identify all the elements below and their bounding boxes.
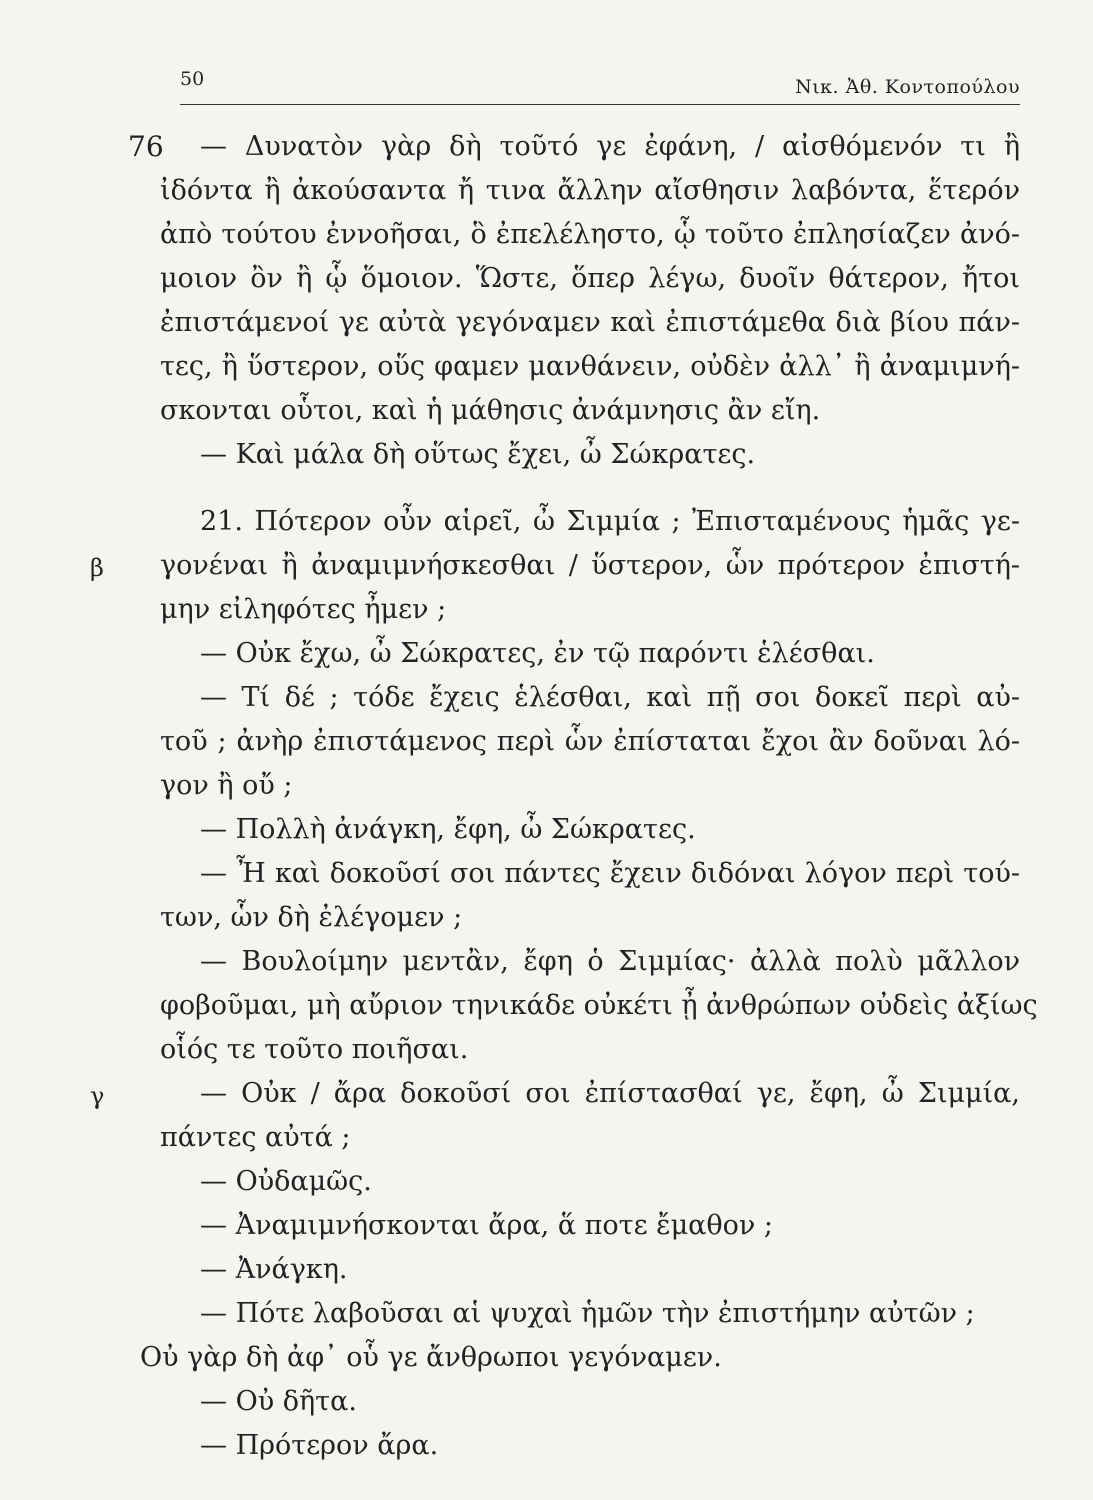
text-line: σκονται οὗτοι, καὶ ἡ μάθησις ἀνάμνησις ἂν εἴη. <box>160 395 821 426</box>
text-line: γον ἢ οὔ ; <box>160 770 293 801</box>
section-number: 76 <box>128 130 164 163</box>
margin-letter-g: γ <box>90 1082 105 1110</box>
text-line: των, ὧν δὴ ἐλέγομεν ; <box>160 902 463 933</box>
text-line: — Οὐ δῆτα. <box>200 1386 357 1417</box>
running-head: Νικ. Ἀθ. Κοντοπούλου <box>795 76 1020 98</box>
text-line: — Ἀναμιμνήσκονται ἄρα, ἅ ποτε ἔμαθον ; <box>200 1210 774 1241</box>
text-line: τες, ἢ ὕστερον, οὕς φαμεν μανθάνειν, οὐδὲν ἀλλ᾽ ἢ ἀναμιμνή- <box>160 351 1020 382</box>
text-line: — Πολλὴ ἀνάγκη, ἔφη, ὦ Σώκρατες. <box>200 814 696 845</box>
text-line: οἷός τε τοῦτο ποιῆσαι. <box>160 1034 469 1065</box>
text-line: 21. Πότερον οὖν αἱρεῖ, ὦ Σιμμία ; Ἐπισταμένους ἡμᾶς γε- <box>200 506 1020 537</box>
text-line: — Οὐκ ἔχω, ὦ Σώκρατες, ἐν τῷ παρόντι ἑλέσθαι. <box>200 638 875 669</box>
text-line: ἰδόντα ἢ ἀκούσαντα ἤ τινα ἄλλην αἴσθησιν λαβόντα, ἕτερόν <box>160 175 1020 206</box>
text-line: τοῦ ; ἀνὴρ ἐπιστάμενος περὶ ὧν ἐπίσταται ἔχοι ἂν δοῦναι λό- <box>160 726 1020 757</box>
text-line: γονέναι ἢ ἀναμιμνήσκεσθαι / ὕστερον, ὧν πρότερον ἐπιστή- <box>160 550 1020 581</box>
text-line: — Βουλοίμην μεντἂν, ἔφη ὁ Σιμμίας· ἀλλὰ πολὺ μᾶλλον <box>200 946 1020 977</box>
text-line: — Οὐδαμῶς. <box>200 1166 372 1197</box>
text-line: — Πότε λαβοῦσαι αἱ ψυχαὶ ἡμῶν τὴν ἐπιστήμην αὐτῶν ; <box>200 1298 975 1329</box>
text-line: — Ἀνάγκη. <box>200 1254 348 1285</box>
text-line: ἐπιστάμενοί γε αὐτὰ γεγόναμεν καὶ ἐπιστάμεθα διὰ βίου πάν- <box>160 307 1020 338</box>
margin-letter-b: β <box>90 554 104 582</box>
text-line: — Δυνατὸν γὰρ δὴ τοῦτό γε ἐφάνη, / αἰσθόμενόν τι ἢ <box>200 131 1020 162</box>
text-line: μοιον ὂν ἢ ᾧ ὅμοιον. Ὥστε, ὅπερ λέγω, δυοῖν θάτερον, ἤτοι <box>160 263 1020 294</box>
page-header <box>180 60 1020 104</box>
text-line: — Οὐκ / ἄρα δοκοῦσί σοι ἐπίστασθαί γε, ἔφη, ὦ Σιμμία, <box>200 1078 1020 1109</box>
text-line: — Καὶ μάλα δὴ οὕτως ἔχει, ὦ Σώκρατες. <box>200 439 756 470</box>
text-line: — Ἦ καὶ δοκοῦσί σοι πάντες ἔχειν διδόναι λόγον περὶ τού- <box>200 858 1020 889</box>
text-line: — Πρότερον ἄρα. <box>200 1430 439 1461</box>
text-line: Οὐ γὰρ δὴ ἀφ᾽ οὗ γε ἄνθρωποι γεγόναμεν. <box>140 1342 722 1373</box>
text-line: ἀπὸ τούτου ἐννοῆσαι, ὃ ἐπελέληστο, ᾧ τοῦτο ἐπλησίαζεν ἀνό- <box>160 219 1020 250</box>
text-line: — Τί δέ ; τόδε ἔχεις ἑλέσθαι, καὶ πῇ σοι δοκεῖ περὶ αὐ- <box>200 682 1020 713</box>
text-line: φοβοῦμαι, μὴ αὔριον τηνικάδε οὐκέτι ᾖ ἀνθρώπων οὐδεὶς ἀξίως <box>160 990 1038 1021</box>
header-rule <box>180 104 1020 105</box>
text-line: μην εἰληφότες ἦμεν ; <box>160 594 447 625</box>
page-number: 50 <box>180 68 205 90</box>
text-line: πάντες αὐτά ; <box>160 1122 351 1153</box>
